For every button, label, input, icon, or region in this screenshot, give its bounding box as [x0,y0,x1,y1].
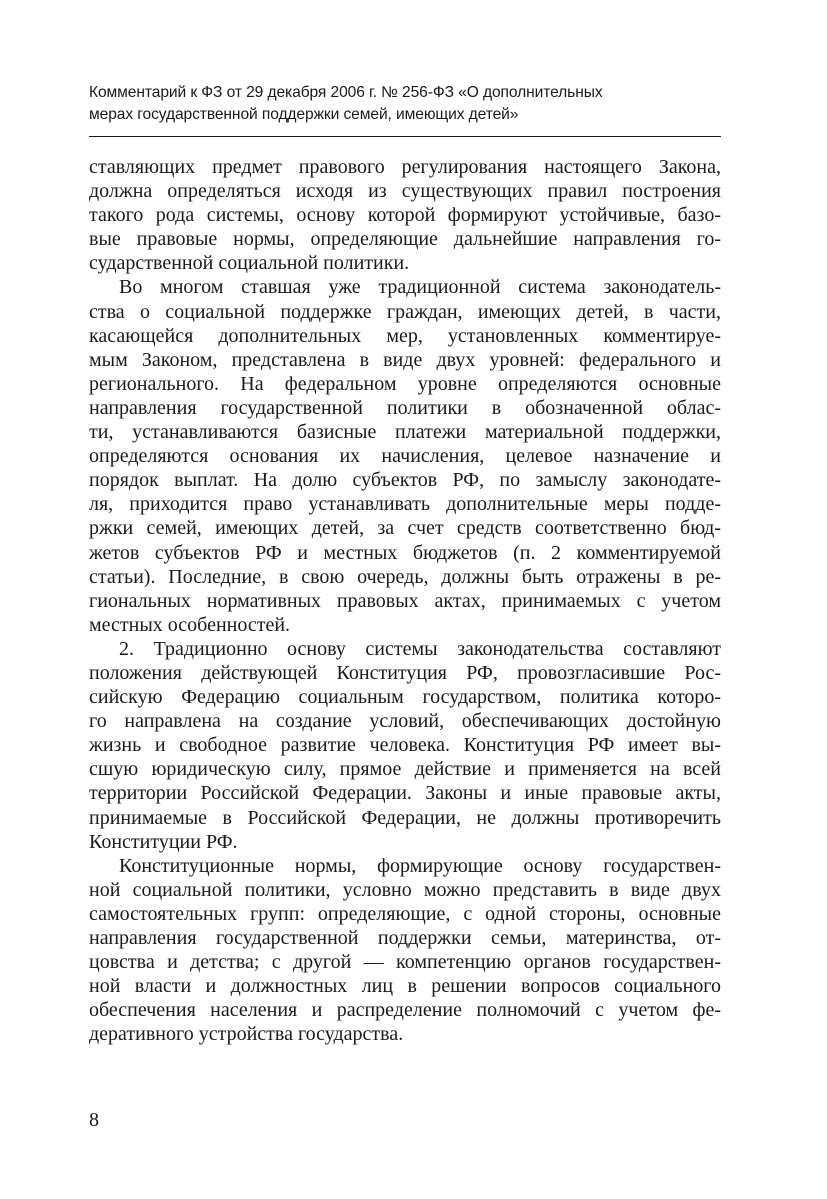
running-header-line-1: Комментарий к ФЗ от 29 декабря 2006 г. № 256-ФЗ «О дополнительных [89,84,603,101]
running-header [89,82,729,126]
text-line: ти, устанавливаются базисные платежи материальной поддержки, [89,421,721,444]
text-line: местных особенностей. [89,613,291,636]
text-line: Конституции РФ. [89,830,238,853]
text-line: направления государственной поддержки семьи, материнства, от- [89,927,721,949]
page-number: 8 [89,1109,99,1131]
text-line: 2. Традиционно основу системы законодательства составляют [119,637,721,660]
text-line: территории Российской Федерации. Законы и иные правовые акты, [89,782,721,805]
text-line: сийскую Федерацию социальным государством, политика которо- [89,686,721,709]
text-line: такого рода системы, основу которой формируют устойчивые, базо- [89,204,721,227]
text-line: статьи). Последние, в свою очередь, должны быть отражены в ре- [89,565,721,588]
text-line: должна определяться исходя из существующих правил построения [89,180,721,203]
text-line: порядок выплат. На долю субъектов РФ, по замыслу законодате- [89,469,721,492]
text-line: го направлена на создание условий, обеспечивающих достойную [89,710,721,733]
text-line: самостоятельных групп: определяющие, с одной стороны, основные [89,902,721,925]
text-line: касающейся дополнительных мер, установленных комментируе- [89,324,721,347]
text-line: вые правовые нормы, определяющие дальнейшие направления го- [89,228,721,251]
text-line: принимаемые в Российской Федерации, не должны противоречить [89,806,721,829]
text-line: мым Законом, представлена в виде двух уровней: федерального и [89,348,721,371]
text-line: гиональных нормативных правовых актах, принимаемых с учетом [89,589,721,612]
text-line: деративного устройства государства. [89,1023,404,1046]
text-line: цовства и детства; с другой — компетенцию органов государствен- [89,951,721,974]
text-line: определяются основания их начисления, целевое назначение и [89,445,721,468]
text-line: ставляющих предмет правового регулирования настоящего Закона, [89,156,721,178]
text-line: Во многом ставшая уже традиционной система законодатель- [119,276,721,299]
text-line: положения действующей Конституция РФ, провозгласившие Рос- [89,661,721,684]
text-line: ства о социальной поддержке граждан, имеющих детей, в части, [89,300,721,323]
text-line: обеспечения населения и распределение полномочий с учетом фе- [89,999,721,1022]
text-line: жетов субъектов РФ и местных бюджетов (п. 2 комментируемой [89,541,721,564]
text-line: Конституционные нормы, формирующие основу государствен- [119,854,721,877]
text-line: сударственной социальной политики. [89,252,410,275]
text-line: направления государственной политики в обозначенной облас- [89,396,721,419]
text-line: ной власти и должностных лиц в решении вопросов социального [89,975,721,998]
header-divider [89,136,721,137]
text-line: ной социальной политики, условно можно представить в виде двух [89,878,721,901]
text-line: жизнь и свободное развитие человека. Конституция РФ имеет вы- [89,734,721,757]
body-text [89,155,721,1046]
text-line: ржки семей, имеющих детей, за счет средств соответственно бюд- [89,517,721,540]
text-line: ля, приходится право устанавливать дополнительные меры подде- [89,493,721,516]
text-line: сшую юридическую силу, прямое действие и применяется на всей [89,758,721,781]
running-header-line-2: мерах государственной поддержки семей, имеющих детей» [89,106,519,123]
text-line: регионального. На федеральном уровне определяются основные [89,372,721,395]
